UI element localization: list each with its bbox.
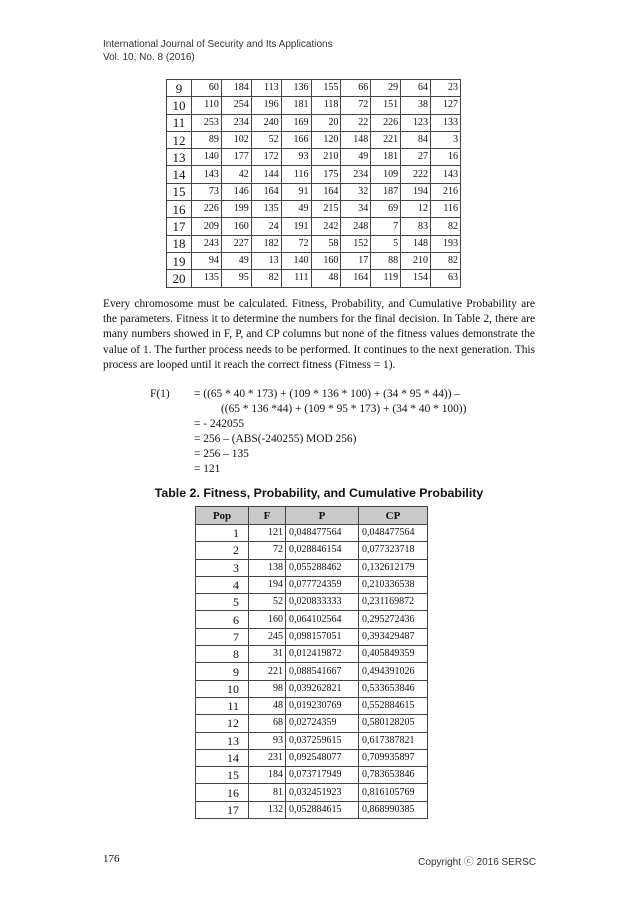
equation-line-3: = - 242055	[194, 418, 245, 430]
fitness-cell: 132	[249, 801, 286, 818]
probability-cell: 0,032451923	[286, 784, 359, 801]
cumulative-cell: 0,494391026	[359, 663, 428, 680]
gene-cell: 64	[401, 80, 431, 97]
chromosome-table	[166, 79, 461, 288]
table-row	[196, 715, 428, 732]
pop-cell: 4	[196, 576, 249, 593]
gene-cell: 66	[341, 80, 371, 97]
gene-cell: 3	[431, 131, 461, 148]
gene-cell: 193	[431, 235, 461, 252]
probability-cell: 0,073717949	[286, 767, 359, 784]
gene-cell: 91	[281, 183, 311, 200]
gene-cell: 48	[311, 270, 341, 287]
gene-cell: 83	[401, 218, 431, 235]
probability-cell: 0,098157051	[286, 628, 359, 645]
gene-cell: 34	[341, 201, 371, 218]
pop-cell: 14	[196, 749, 249, 766]
gene-cell: 95	[221, 270, 251, 287]
gene-cell: 49	[341, 149, 371, 166]
cumulative-cell: 0,617387821	[359, 732, 428, 749]
gene-cell: 27	[401, 149, 431, 166]
table-row	[167, 183, 461, 200]
equation-lhs: F(1)	[150, 388, 170, 400]
probability-cell: 0,055288462	[286, 559, 359, 576]
pop-cell: 10	[167, 97, 192, 114]
pop-cell: 3	[196, 559, 249, 576]
gene-cell: 166	[281, 131, 311, 148]
table-row	[167, 114, 461, 131]
table-row	[196, 697, 428, 714]
table-row	[196, 680, 428, 697]
gene-cell: 58	[311, 235, 341, 252]
gene-cell: 242	[311, 218, 341, 235]
gene-cell: 143	[192, 166, 222, 183]
gene-cell: 82	[431, 218, 461, 235]
gene-cell: 199	[221, 201, 251, 218]
pop-cell: 9	[196, 663, 249, 680]
header-p: P	[286, 507, 359, 525]
probability-cell: 0,039262821	[286, 680, 359, 697]
fitness-cell: 221	[249, 663, 286, 680]
probability-cell: 0,077724359	[286, 576, 359, 593]
gene-cell: 196	[251, 97, 281, 114]
table-2-caption: Table 2. Fitness, Probability, and Cumulative Probability	[154, 486, 484, 500]
gene-cell: 227	[221, 235, 251, 252]
gene-cell: 13	[251, 252, 281, 269]
table-row	[167, 201, 461, 218]
probability-cell: 0,092548077	[286, 749, 359, 766]
table-row	[196, 663, 428, 680]
table-row	[167, 218, 461, 235]
gene-cell: 177	[221, 149, 251, 166]
pop-cell: 16	[167, 201, 192, 218]
gene-cell: 184	[221, 80, 251, 97]
gene-cell: 82	[251, 270, 281, 287]
table-row	[196, 611, 428, 628]
pop-cell: 19	[167, 252, 192, 269]
fitness-table	[195, 506, 428, 819]
gene-cell: 148	[401, 235, 431, 252]
gene-cell: 148	[341, 131, 371, 148]
table-row	[196, 628, 428, 645]
gene-cell: 116	[281, 166, 311, 183]
gene-cell: 216	[431, 183, 461, 200]
probability-cell: 0,028846154	[286, 542, 359, 559]
gene-cell: 73	[192, 183, 222, 200]
gene-cell: 240	[251, 114, 281, 131]
gene-cell: 226	[371, 114, 401, 131]
gene-cell: 94	[192, 252, 222, 269]
journal-volume: Vol. 10, No. 8 (2016)	[103, 52, 195, 63]
fitness-cell: 72	[249, 542, 286, 559]
gene-cell: 23	[431, 80, 461, 97]
header-pop: Pop	[196, 507, 249, 525]
gene-cell: 143	[431, 166, 461, 183]
pop-cell: 11	[167, 114, 192, 131]
fitness-cell: 31	[249, 646, 286, 663]
gene-cell: 151	[371, 97, 401, 114]
pop-cell: 6	[196, 611, 249, 628]
table-row	[196, 525, 428, 542]
table-row	[167, 80, 461, 97]
gene-cell: 127	[431, 97, 461, 114]
gene-cell: 116	[431, 201, 461, 218]
fitness-cell: 52	[249, 594, 286, 611]
header-f: F	[249, 507, 286, 525]
fitness-cell: 184	[249, 767, 286, 784]
gene-cell: 253	[192, 114, 222, 131]
gene-cell: 175	[311, 166, 341, 183]
gene-cell: 5	[371, 235, 401, 252]
pop-cell: 13	[167, 149, 192, 166]
gene-cell: 69	[371, 201, 401, 218]
gene-cell: 49	[281, 201, 311, 218]
gene-cell: 210	[311, 149, 341, 166]
fitness-cell: 138	[249, 559, 286, 576]
gene-cell: 146	[221, 183, 251, 200]
gene-cell: 72	[281, 235, 311, 252]
gene-cell: 215	[311, 201, 341, 218]
fitness-cell: 68	[249, 715, 286, 732]
table-row	[196, 749, 428, 766]
table-row	[167, 270, 461, 287]
gene-cell: 113	[251, 80, 281, 97]
probability-cell: 0,037259615	[286, 732, 359, 749]
gene-cell: 164	[251, 183, 281, 200]
header-cp: CP	[359, 507, 428, 525]
gene-cell: 136	[281, 80, 311, 97]
gene-cell: 222	[401, 166, 431, 183]
fitness-cell: 160	[249, 611, 286, 628]
gene-cell: 102	[221, 131, 251, 148]
pop-cell: 12	[196, 715, 249, 732]
cumulative-cell: 0,783653846	[359, 767, 428, 784]
gene-cell: 7	[371, 218, 401, 235]
gene-cell: 16	[431, 149, 461, 166]
copyright-notice: Copyright ⓒ 2016 SERSC	[418, 857, 536, 868]
gene-cell: 49	[221, 252, 251, 269]
gene-cell: 181	[281, 97, 311, 114]
fitness-cell: 194	[249, 576, 286, 593]
table-row	[167, 252, 461, 269]
probability-cell: 0,088541667	[286, 663, 359, 680]
probability-cell: 0,064102564	[286, 611, 359, 628]
gene-cell: 12	[401, 201, 431, 218]
cumulative-cell: 0,405849359	[359, 646, 428, 663]
pop-cell: 15	[167, 183, 192, 200]
pop-cell: 14	[167, 166, 192, 183]
gene-cell: 234	[341, 166, 371, 183]
gene-cell: 152	[341, 235, 371, 252]
gene-cell: 144	[251, 166, 281, 183]
cumulative-cell: 0,231169872	[359, 594, 428, 611]
gene-cell: 182	[251, 235, 281, 252]
gene-cell: 72	[341, 97, 371, 114]
fitness-cell: 48	[249, 697, 286, 714]
pop-cell: 11	[196, 697, 249, 714]
gene-cell: 209	[192, 218, 222, 235]
cumulative-cell: 0,552884615	[359, 697, 428, 714]
table-row	[196, 732, 428, 749]
pop-cell: 8	[196, 646, 249, 663]
probability-cell: 0,020833333	[286, 594, 359, 611]
fitness-cell: 245	[249, 628, 286, 645]
gene-cell: 140	[192, 149, 222, 166]
table-row	[196, 594, 428, 611]
table-row	[196, 646, 428, 663]
pop-cell: 7	[196, 628, 249, 645]
table-row	[196, 801, 428, 818]
equation-line-4: = 256 – (ABS(-240255) MOD 256)	[194, 433, 357, 445]
table-row	[167, 97, 461, 114]
gene-cell: 52	[251, 131, 281, 148]
table-row	[196, 576, 428, 593]
gene-cell: 155	[311, 80, 341, 97]
pop-cell: 16	[196, 784, 249, 801]
pop-cell: 13	[196, 732, 249, 749]
gene-cell: 32	[341, 183, 371, 200]
cumulative-cell: 0,393429487	[359, 628, 428, 645]
gene-cell: 118	[311, 97, 341, 114]
gene-cell: 29	[371, 80, 401, 97]
table-row	[196, 542, 428, 559]
gene-cell: 181	[371, 149, 401, 166]
equation-line-6: = 121	[194, 463, 221, 475]
gene-cell: 160	[221, 218, 251, 235]
fitness-cell: 81	[249, 784, 286, 801]
gene-cell: 24	[251, 218, 281, 235]
fitness-cell: 231	[249, 749, 286, 766]
gene-cell: 254	[221, 97, 251, 114]
gene-cell: 172	[251, 149, 281, 166]
body-paragraph: Every chromosome must be calculated. Fitness, Probability, and Cumulative Probability are the parameters. Fitness it to determine the numbers for the final decision. In Table 2, there are many numbers showed in F, P, and CP columns but none of the fitness values demonstrate the value of 1. The further process needs to be performed. It continues to the next generation. This process are looped until it reach the correct fitness (Fitness = 1).	[103, 298, 535, 371]
cumulative-cell: 0,580128205	[359, 715, 428, 732]
cumulative-cell: 0,533653846	[359, 680, 428, 697]
gene-cell: 160	[311, 252, 341, 269]
gene-cell: 248	[341, 218, 371, 235]
gene-cell: 89	[192, 131, 222, 148]
cumulative-cell: 0,816105769	[359, 784, 428, 801]
gene-cell: 93	[281, 149, 311, 166]
cumulative-cell: 0,709935897	[359, 749, 428, 766]
running-header	[103, 38, 333, 64]
table-row	[167, 235, 461, 252]
probability-cell: 0,012419872	[286, 646, 359, 663]
gene-cell: 60	[192, 80, 222, 97]
pop-cell: 15	[196, 767, 249, 784]
pop-cell: 12	[167, 131, 192, 148]
gene-cell: 164	[311, 183, 341, 200]
cumulative-cell: 0,132612179	[359, 559, 428, 576]
table-row	[196, 559, 428, 576]
gene-cell: 169	[281, 114, 311, 131]
pop-cell: 2	[196, 542, 249, 559]
equation-line-1: = ((65 * 40 * 173) + (109 * 136 * 100) + (34 * 95 * 44)) –	[194, 388, 461, 400]
probability-cell: 0,02724359	[286, 715, 359, 732]
gene-cell: 191	[281, 218, 311, 235]
gene-cell: 22	[341, 114, 371, 131]
gene-cell: 17	[341, 252, 371, 269]
pop-cell: 10	[196, 680, 249, 697]
gene-cell: 63	[431, 270, 461, 287]
table-row	[167, 131, 461, 148]
cumulative-cell: 0,048477564	[359, 525, 428, 542]
cumulative-cell: 0,210336538	[359, 576, 428, 593]
pop-cell: 18	[167, 235, 192, 252]
equation-line-2: ((65 * 136 *44) + (109 * 95 * 173) + (34 * 40 * 100))	[221, 403, 467, 415]
probability-cell: 0,048477564	[286, 525, 359, 542]
probability-cell: 0,052884615	[286, 801, 359, 818]
gene-cell: 210	[401, 252, 431, 269]
probability-cell: 0,019230769	[286, 697, 359, 714]
cumulative-cell: 0,077323718	[359, 542, 428, 559]
pop-cell: 5	[196, 594, 249, 611]
pop-cell: 20	[167, 270, 192, 287]
gene-cell: 164	[341, 270, 371, 287]
gene-cell: 110	[192, 97, 222, 114]
gene-cell: 123	[401, 114, 431, 131]
gene-cell: 135	[192, 270, 222, 287]
gene-cell: 226	[192, 201, 222, 218]
gene-cell: 187	[371, 183, 401, 200]
gene-cell: 111	[281, 270, 311, 287]
page-number: 176	[103, 853, 120, 865]
gene-cell: 42	[221, 166, 251, 183]
gene-cell: 120	[311, 131, 341, 148]
gene-cell: 135	[251, 201, 281, 218]
cumulative-cell: 0,868990385	[359, 801, 428, 818]
table-row	[167, 149, 461, 166]
gene-cell: 133	[431, 114, 461, 131]
fitness-cell: 121	[249, 525, 286, 542]
gene-cell: 38	[401, 97, 431, 114]
gene-cell: 82	[431, 252, 461, 269]
fitness-cell: 98	[249, 680, 286, 697]
gene-cell: 154	[401, 270, 431, 287]
gene-cell: 140	[281, 252, 311, 269]
table-row	[167, 166, 461, 183]
equation-line-5: = 256 – 135	[194, 448, 249, 460]
journal-title: International Journal of Security and Its Applications	[103, 39, 333, 50]
fitness-cell: 93	[249, 732, 286, 749]
gene-cell: 234	[221, 114, 251, 131]
gene-cell: 243	[192, 235, 222, 252]
gene-cell: 88	[371, 252, 401, 269]
pop-cell: 17	[196, 801, 249, 818]
table-row	[196, 767, 428, 784]
pop-cell: 17	[167, 218, 192, 235]
gene-cell: 109	[371, 166, 401, 183]
table-row	[196, 784, 428, 801]
pop-cell: 1	[196, 525, 249, 542]
pop-cell: 9	[167, 80, 192, 97]
gene-cell: 221	[371, 131, 401, 148]
gene-cell: 20	[311, 114, 341, 131]
cumulative-cell: 0,295272436	[359, 611, 428, 628]
gene-cell: 119	[371, 270, 401, 287]
gene-cell: 194	[401, 183, 431, 200]
gene-cell: 84	[401, 131, 431, 148]
